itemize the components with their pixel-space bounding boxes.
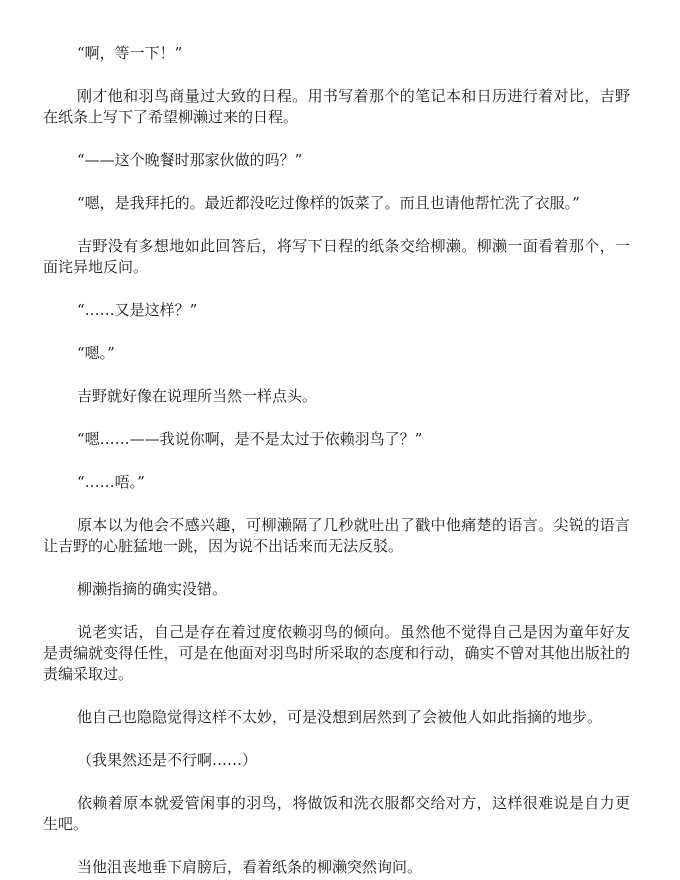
paragraph-6: “……又是这样？” [77, 301, 198, 319]
paragraph-2: 刚才他和羽鸟商量过大致的日程。用书写着那个的笔记本和日历进行着对比，吉野在纸条上写下了希望柳濑过来的日程。 [43, 87, 630, 126]
paragraph-14: 他自己也隐隐觉得这样不太妙，可是没想到居然到了会被他人如此指摘的地步。 [77, 708, 603, 726]
paragraph-4: “嗯，是我拜托的。最近都没吃过像样的饭菜了。而且也请他帮忙洗了衣服。” [77, 194, 580, 212]
paragraph-12: 柳濑指摘的确实没错。 [77, 580, 228, 598]
paragraph-10: “……唔。” [77, 473, 145, 491]
paragraph-5: 吉野没有多想地如此回答后，将写下日程的纸条交给柳濑。柳濑一面看着那个，一面诧异地反问。 [43, 237, 630, 276]
paragraph-15: （我果然还是不行啊……） [77, 751, 258, 769]
paragraph-9: “嗯……——我说你啊，是不是太过于依赖羽鸟了？” [77, 430, 423, 448]
paragraph-8: 吉野就好像在说理所当然一样点头。 [77, 387, 318, 405]
paragraph-13: 说老实话，自己是存在着过度依赖羽鸟的倾向。虽然他不觉得自己是因为童年好友是责编就变得任性，可是在他面对羽鸟时所采取的态度和行动，确实不曾对其他出版社的责编采取过。 [43, 623, 630, 683]
paragraph-11: 原本以为他会不感兴趣，可柳濑隔了几秒就吐出了戳中他痛楚的语言。尖锐的语言让吉野的心脏猛地一跳，因为说不出话来而无法反驳。 [43, 516, 630, 555]
paragraph-3: “——这个晚餐时那家伙做的吗？” [77, 151, 303, 169]
paragraph-7: “嗯。” [77, 344, 115, 362]
paragraph-1: “啊，等一下！” [77, 44, 183, 62]
paragraph-17: 当他沮丧地垂下肩膀后，看着纸条的柳濑突然询问。 [77, 858, 423, 876]
paragraph-16: 依赖着原本就爱管闲事的羽鸟，将做饭和洗衣服都交给对方，这样很难说是自力更生吧。 [43, 794, 630, 833]
